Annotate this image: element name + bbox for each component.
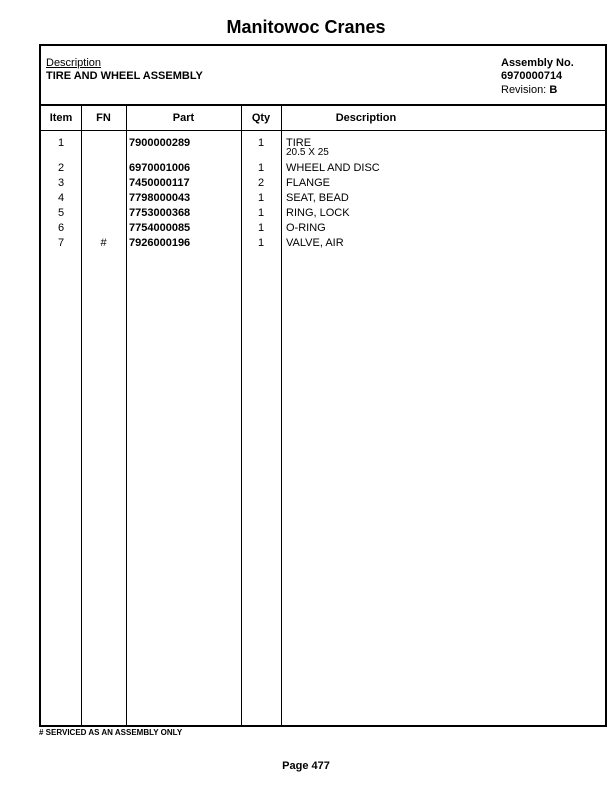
row-description: FLANGE — [286, 177, 331, 189]
parts-list-frame — [39, 44, 607, 727]
row-qty: 1 — [257, 162, 265, 174]
row-item: 5 — [57, 207, 65, 219]
assembly-number: 6970000714 — [501, 70, 563, 82]
row-qty: 1 — [257, 137, 265, 149]
row-qty: 2 — [257, 177, 265, 189]
column-header-qty: Qty — [251, 112, 271, 124]
row-qty: 1 — [257, 222, 265, 234]
row-description-detail: 20.5 X 25 — [286, 147, 329, 158]
row-qty: 1 — [257, 192, 265, 204]
column-header-fn: FN — [96, 112, 111, 124]
column-header-part: Part — [172, 112, 195, 124]
row-part: 6970001006 — [129, 162, 191, 174]
assembly-header — [41, 46, 605, 106]
row-description: TIRE — [286, 137, 312, 149]
assembly-number-label: Assembly No. — [501, 57, 574, 69]
revision-value: B — [549, 84, 558, 96]
row-item: 6 — [57, 222, 65, 234]
column-header-item: Item — [49, 112, 73, 124]
row-item: 2 — [57, 162, 65, 174]
row-part: 7798000043 — [129, 192, 191, 204]
assembly-description: TIRE AND WHEEL ASSEMBLY — [46, 70, 203, 82]
row-part: 7900000289 — [129, 137, 191, 149]
row-item: 1 — [57, 137, 65, 149]
row-description: RING, LOCK — [286, 207, 350, 219]
column-divider — [126, 104, 127, 725]
page-title: Manitowoc Cranes — [226, 17, 386, 37]
footnote: # SERVICED AS AN ASSEMBLY ONLY — [39, 728, 183, 737]
row-item: 7 — [57, 237, 65, 249]
row-part: 7926000196 — [129, 237, 191, 249]
row-description: SEAT, BEAD — [286, 192, 349, 204]
row-description: O-RING — [286, 222, 326, 234]
row-item: 4 — [57, 192, 65, 204]
row-description: WHEEL AND DISC — [286, 162, 380, 174]
row-description: VALVE, AIR — [286, 237, 344, 249]
column-divider — [81, 104, 82, 725]
column-header-description: Description — [335, 112, 397, 124]
row-qty: 1 — [257, 237, 265, 249]
row-item: 3 — [57, 177, 65, 189]
row-part: 7754000085 — [129, 222, 191, 234]
row-part: 7753000368 — [129, 207, 191, 219]
row-fn: # — [100, 237, 107, 249]
row-qty: 1 — [257, 207, 265, 219]
description-label: Description — [46, 57, 102, 69]
revision — [501, 84, 557, 96]
row-part: 7450000117 — [129, 177, 190, 189]
column-divider — [281, 104, 282, 725]
page-number: Page 477 — [282, 760, 330, 772]
revision-label: Revision: — [501, 84, 547, 96]
